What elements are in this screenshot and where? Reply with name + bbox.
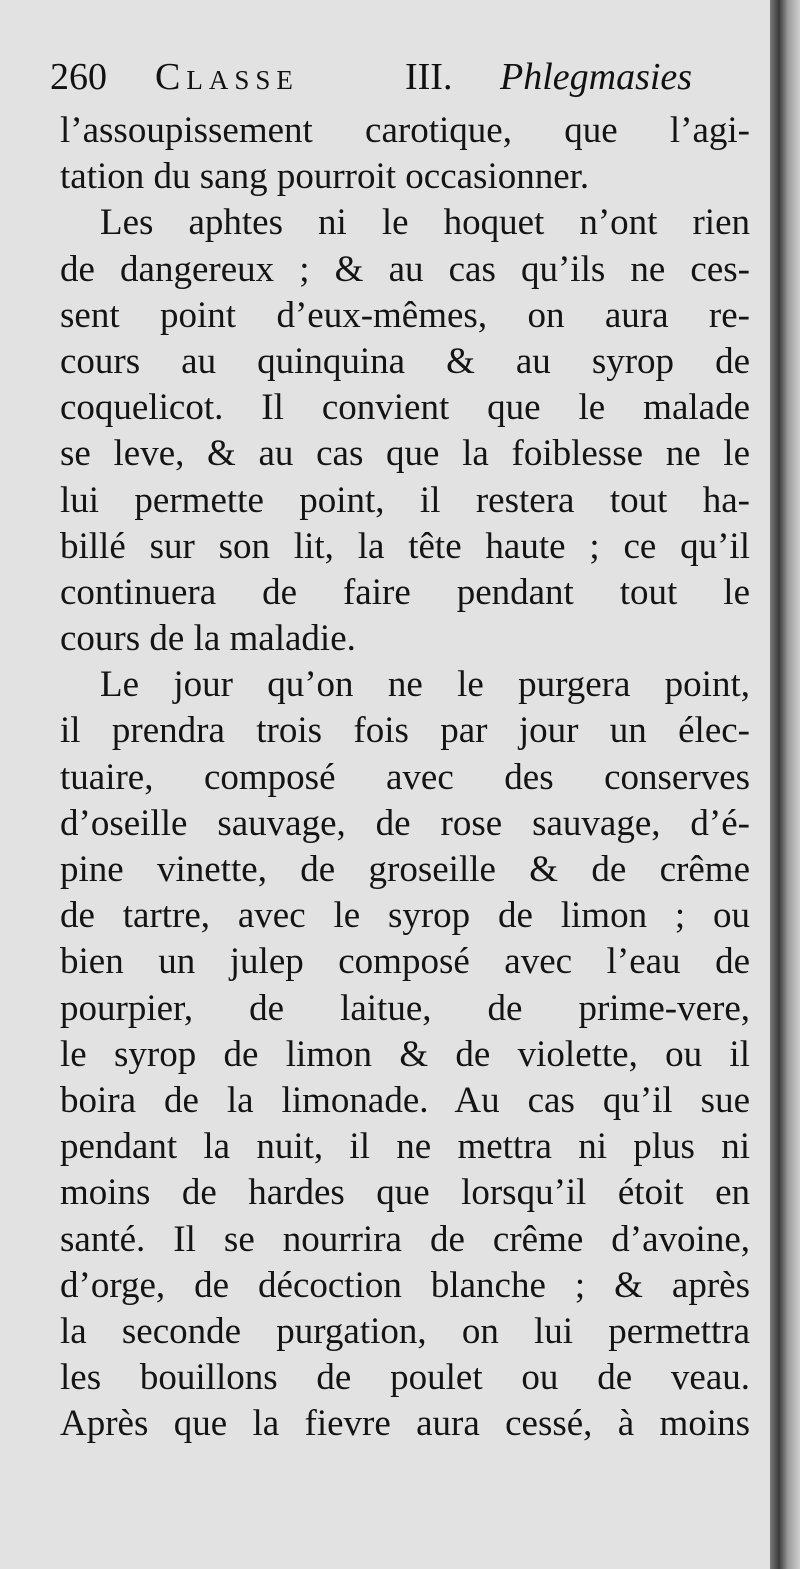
header-classe: Classe (155, 56, 299, 98)
text-line: Après que la fievre aura cessé, à moins (60, 1403, 750, 1445)
text-line: de tartre, avec le syrop de limon ; ou (60, 895, 750, 937)
text-line: moins de hardes que lorsqu’il étoit en (60, 1172, 750, 1214)
text-line: bien un julep composé avec l’eau de (60, 941, 750, 983)
page-number: 260 (50, 56, 107, 98)
text-line: billé sur son lit, la tête haute ; ce qu’il (60, 525, 750, 567)
text-line: lui permette point, il restera tout ha- (60, 479, 750, 521)
text-line: d’oseille sauvage, de rose sauvage, d’é- (60, 802, 750, 844)
page-edge-shadow (770, 0, 800, 1569)
text-line: l’assoupissement carotique, que l’agi- (60, 110, 750, 151)
text-line: pine vinette, de groseille & de crême (60, 849, 750, 890)
text-line: pendant la nuit, il ne mettra ni plus ni (60, 1126, 750, 1168)
header-section-title: Phlegmasies (500, 56, 693, 98)
text-line: il prendra trois fois par jour un élec- (60, 710, 750, 752)
text-line: tuaire, composé avec des conserves (60, 756, 750, 798)
text-line: continuera de faire pendant tout le (60, 571, 750, 613)
text-line: les bouillons de poulet ou de veau. (60, 1357, 750, 1399)
text-line: boira de la limonade. Au cas qu’il sue (60, 1079, 750, 1121)
text-line: pourpier, de laitue, de prime-vere, (60, 987, 750, 1029)
text-line: cours au quinquina & au syrop de (60, 340, 750, 382)
body-text (60, 108, 750, 1447)
text-line: se leve, & au cas que la foiblesse ne le (60, 433, 750, 475)
text-line: de dangereux ; & au cas qu’ils ne ces- (60, 248, 750, 290)
running-header (50, 52, 750, 102)
paragraph-first-line: Les aphtes ni le hoquet n’ont rien (100, 202, 750, 244)
text-line: santé. Il se nourrira de crême d’avoine, (60, 1218, 750, 1260)
text-line: cours de la maladie. (60, 618, 356, 660)
text-line: tation du sang pourroit occasionner. (60, 156, 590, 198)
text-line: le syrop de limon & de violette, ou il (60, 1033, 750, 1075)
paragraph-first-line: Le jour qu’on ne le purgera point, (100, 664, 750, 706)
text-line: sent point d’eux-mêmes, on aura re- (60, 294, 750, 336)
text-line: la seconde purgation, on lui permettra (60, 1310, 750, 1352)
text-line: coquelicot. Il convient que le malade (60, 387, 750, 429)
text-line: d’orge, de décoction blanche ; & après (60, 1264, 750, 1306)
header-classe-number: III. (405, 56, 453, 98)
